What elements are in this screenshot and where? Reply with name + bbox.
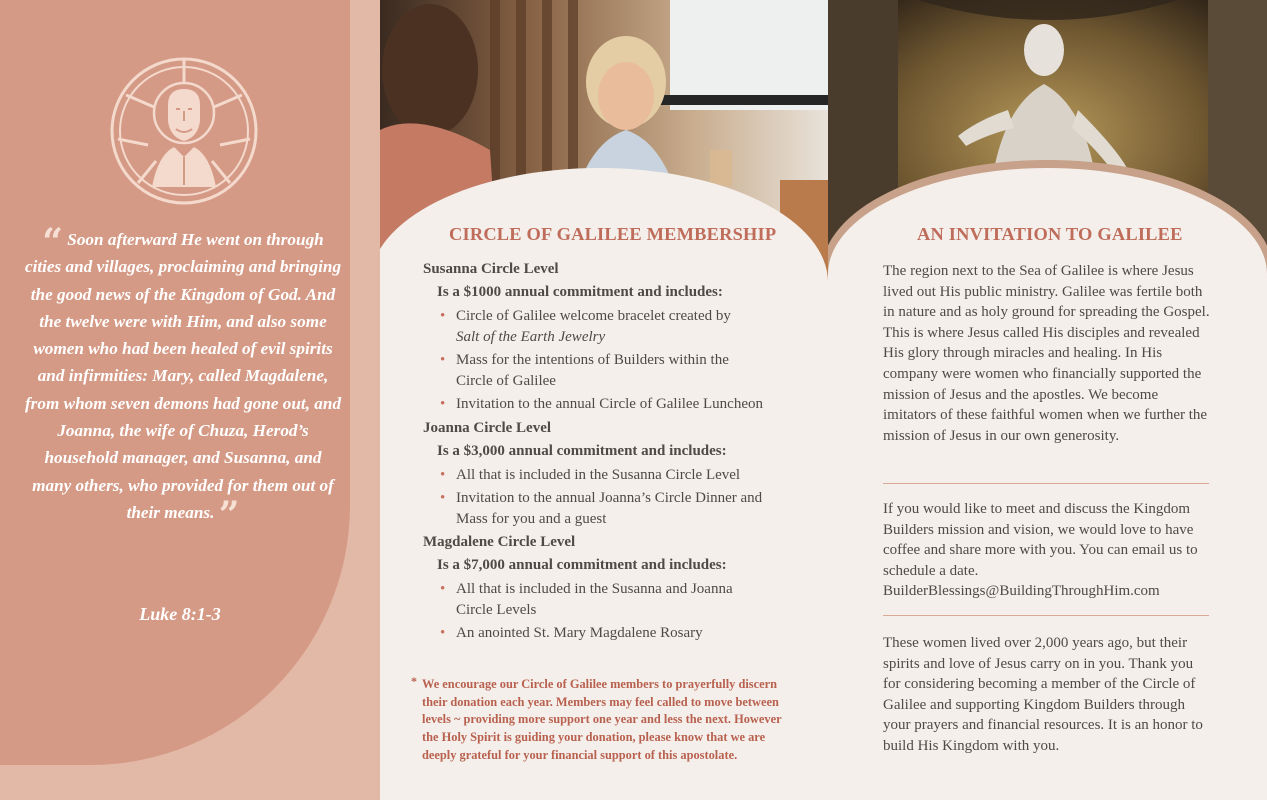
- level-commitment-susanna: Is a $1000 annual commitment and includes:: [437, 284, 723, 300]
- level-title-joanna: Joanna Circle Level: [423, 419, 552, 436]
- level-commitment-joanna: Is a $3,000 annual commitment and includes:: [437, 442, 727, 459]
- footnote-asterisk: *: [411, 674, 417, 688]
- membership-footnote: [411, 674, 792, 765]
- list-item: • Invitation to the annual Circle of Galilee Luncheon: [437, 394, 823, 415]
- open-quote-icon: “: [42, 221, 63, 263]
- list-item: • Invitation to the annual Joanna’s Circle Dinner and Mass for you and a guest: [437, 488, 787, 529]
- list-item: • All that is included in the Susanna Circle Level: [437, 465, 823, 486]
- quote-panel: [0, 0, 380, 800]
- footnote-text: We encourage our Circle of Galilee members to prayerfully discern their donation each year. Members may feel called to move between levels ~ providing more support one year and less the next. However the Holy Spirit is guiding your donation, please know that we are deeply grateful for your financial support of this apostolate.: [422, 677, 782, 762]
- invitation-contact-block: [883, 499, 1213, 602]
- level-commitment-magdalene: Is a $7,000 annual commitment and includes:: [437, 557, 727, 573]
- list-item: • An anointed St. Mary Magdalene Rosary: [437, 623, 823, 644]
- membership-panel: [380, 0, 828, 800]
- level-title-susanna: Susanna Circle Level: [423, 261, 559, 277]
- invitation-paragraph-coffee: If you would like to meet and discuss the Kingdom Builders mission and vision, we would love to have coffee and share more with you. You can email us to schedule a date.: [883, 501, 1198, 579]
- invitation-paragraph-thanks: These women lived over 2,000 years ago, but their spirits and love of Jesus carry on in you. Thank you for considering becoming a member of the Circle of Galilee and supporting Kingdom Builders through your prayers and financial resources. It is an honor to build His Kingdom with you.: [883, 635, 1203, 754]
- contact-email-link[interactable]: BuilderBlessings@BuildingThroughHim.com: [883, 583, 1160, 600]
- divider: [883, 483, 1209, 484]
- close-quote-icon: ”: [218, 493, 240, 536]
- invitation-heading: AN INVITATION TO GALILEE: [917, 224, 1183, 244]
- jesus-medallion-icon: [108, 55, 260, 207]
- invitation-paragraph-galilee: The region next to the Sea of Galilee is where Jesus lived out His public ministry. Galilee was fertile both in nature and as holy ground for spreading the Gospel. This is where Jesus called His disciples and revealed His glory through miracles and healing. In His company were women who financially supported the mission of Jesus and the apostles. We become imitators of these faithful women when we further the mission of Jesus in our own generosity.: [883, 263, 1210, 444]
- scripture-citation: Luke 8:1-3: [139, 604, 221, 624]
- list-item: • Mass for the intentions of Builders within the Circle of Galilee: [437, 350, 767, 391]
- invitation-panel: [828, 0, 1267, 800]
- level-benefits-joanna: [437, 465, 823, 530]
- level-title-magdalene: Magdalene Circle Level: [423, 534, 576, 550]
- list-item: • Circle of Galilee welcome bracelet created by Salt of the Earth Jewelry: [437, 306, 823, 347]
- membership-heading: CIRCLE OF GALILEE MEMBERSHIP: [449, 224, 777, 244]
- level-benefits-magdalene: [437, 579, 823, 644]
- membership-levels: [423, 261, 823, 647]
- level-benefits-susanna: [437, 306, 823, 415]
- scripture-quote: [24, 221, 342, 536]
- scripture-quote-text: Soon afterward He went on through cities and villages, proclaiming and bringing the good news of the Kingdom of God. And the twelve were with Him, and also some women who had been healed of evil spirits and infirmities: Mary, called Magdalene, from whom seven demons had gone out, and Joanna, the wife of Chuza, Herod’s household manager, and Susanna, and many others, who provided for them out of their means.: [24, 230, 342, 522]
- jewelry-brand: Salt of the Earth Jewelry: [456, 328, 606, 345]
- list-item: • All that is included in the Susanna and Joanna Circle Levels: [437, 579, 737, 620]
- divider: [883, 615, 1209, 616]
